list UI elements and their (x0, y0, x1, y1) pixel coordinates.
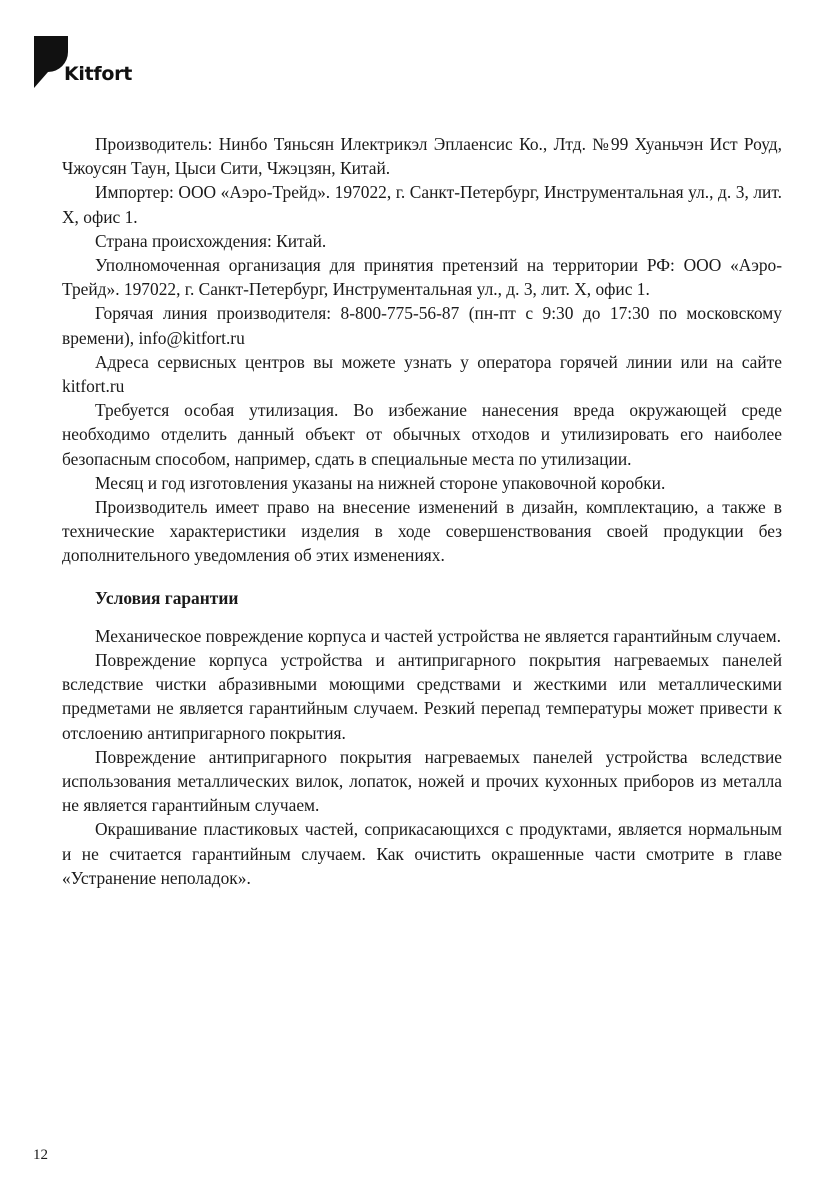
manufacture-date-paragraph: Месяц и год изготовления указаны на нижней стороне упаковочной коробки. (95, 472, 666, 493)
warranty-paragraph: Повреждение антипригарного покрытия нагреваемых панелей устройства вследствие использования металлических вилок, лопаток, ножей и прочих кухонных приборов из металла не является гарантийным случаем. (62, 746, 782, 816)
warranty-paragraph: Повреждение корпуса устройства и антипригарного покрытия нагреваемых панелей вследствие чистки абразивными моющими средствами и жесткими или металлическими предметами не является гарантийным случаем. Резкий перепад температуры может привести к отслоению антипригарного покрытия. (62, 650, 782, 743)
warranty-section-title: Условия гарантии (95, 587, 239, 608)
country-paragraph: Страна происхождения: Китай. (95, 230, 327, 251)
service-centers-paragraph: Адреса сервисных центров вы можете узнать у оператора горячей линии или на сайте kitfort.ru (62, 351, 782, 397)
claims-organization-paragraph: Уполномоченная организация для принятия претензий на территории РФ: ООО «Аэро-Трейд». 197022, г. Санкт-Петербург, Инструментальная ул., д. 3, лит. Х, офис 1. (62, 255, 782, 300)
page-number: 12 (33, 1147, 48, 1163)
disposal-paragraph: Требуется особая утилизация. Во избежание нанесения вреда окружающей среде необходимо отделить данный объект от обычных отходов и утилизировать его наиболее безопасным способом, например, сдать в специальные места по утилизации. (62, 400, 782, 469)
warranty-paragraph: Механическое повреждение корпуса и частей устройства не является гарантийным случаем. (95, 625, 782, 646)
hotline-paragraph: Горячая линия производителя: 8-800-775-56-87 (пн-пт с 9:30 до 17:30 по московскому времени), info@kitfort.ru (62, 303, 782, 348)
warranty-paragraph: Окрашивание пластиковых частей, соприкасающихся с продуктами, является нормальным и не считается гарантийным случаем. Как очистить окрашенные части смотрите в главе «Устранение неполадок». (62, 819, 782, 888)
logo-wordmark: Kitfort (64, 63, 132, 85)
manufacturer-paragraph: Производитель: Нинбо Тяньсян Илектрикэл Эплаенсис Ко., Лтд. №99 Хуаньчэн Ист Роуд, Чжоусян Таун, Цыси Сити, Чжэцзян, Китай. (62, 134, 782, 179)
document-body (62, 132, 782, 890)
importer-paragraph: Импортер: ООО «Аэро-Трейд». 197022, г. Санкт-Петербург, Инструментальная ул., д. 3, лит. Х, офис 1. (62, 182, 782, 227)
kitfort-logo (34, 36, 154, 92)
changes-notice-paragraph: Производитель имеет право на внесение изменений в дизайн, комплектацию, а также в технические характеристики изделия в ходе совершенствования своей продукции без дополнительного уведомления об этих изменениях. (62, 497, 782, 566)
